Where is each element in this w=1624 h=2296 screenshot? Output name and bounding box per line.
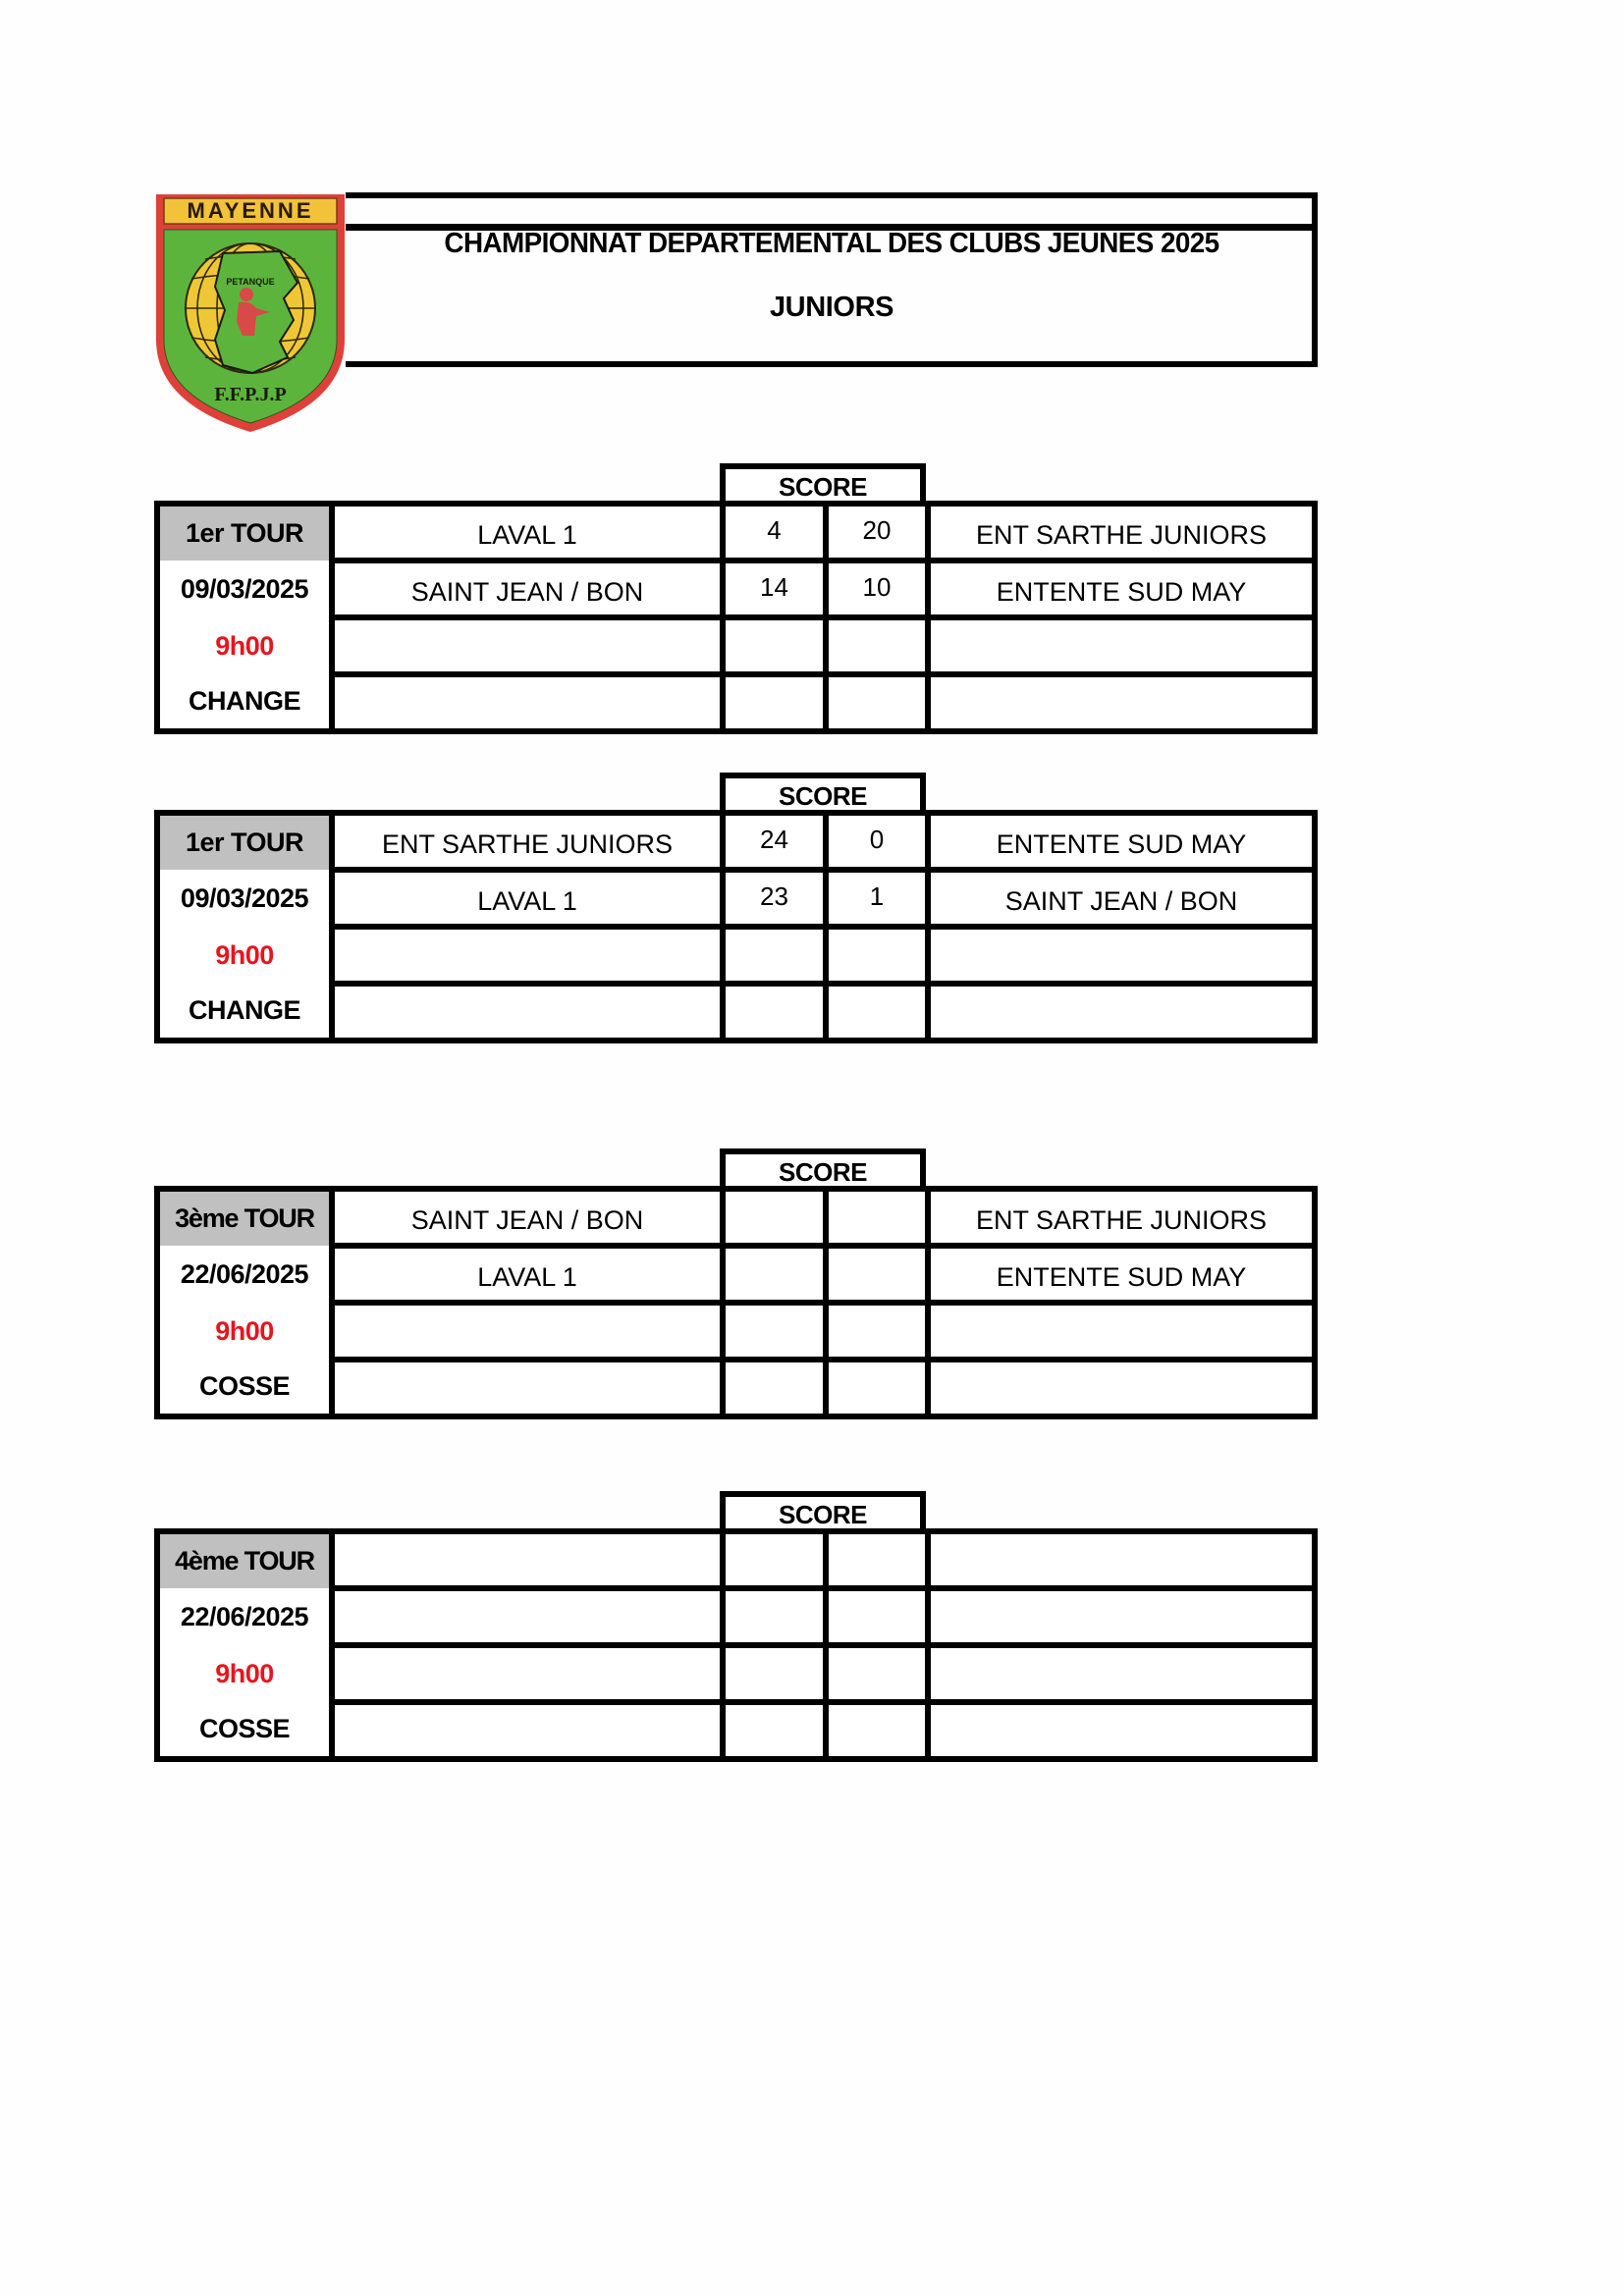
round-table — [154, 501, 1318, 716]
away-team — [928, 984, 1315, 1041]
match-time: 9h00 — [157, 1645, 332, 1702]
home-team: LAVAL 1 — [332, 1246, 723, 1303]
tour-label: 4ème TOUR — [157, 1531, 332, 1588]
home-team — [332, 1702, 723, 1759]
home-score — [723, 1645, 826, 1702]
away-team: SAINT JEAN / BON — [928, 870, 1315, 927]
away-team — [928, 1531, 1315, 1588]
tour-label: 1er TOUR — [157, 504, 332, 561]
match-date: 22/06/2025 — [157, 1588, 332, 1645]
home-score — [723, 617, 826, 674]
away-score — [826, 1360, 928, 1416]
home-team: LAVAL 1 — [332, 504, 723, 561]
away-score: 10 — [826, 561, 928, 617]
home-team: SAINT JEAN / BON — [332, 1189, 723, 1246]
away-score — [826, 927, 928, 984]
home-score: 24 — [723, 813, 826, 870]
away-team — [928, 674, 1315, 731]
away-team — [928, 927, 1315, 984]
table-row — [157, 1702, 1315, 1759]
score-header: SCORE — [720, 773, 926, 814]
table-row — [157, 1189, 1315, 1246]
match-date: 22/06/2025 — [157, 1246, 332, 1303]
away-score — [826, 1645, 928, 1702]
table-row — [157, 561, 1315, 617]
venue: CHANGE — [157, 984, 332, 1041]
home-score — [723, 984, 826, 1041]
home-score — [723, 1702, 826, 1759]
home-score — [723, 1303, 826, 1360]
mayenne-petanque-logo — [154, 192, 347, 434]
document-header — [346, 192, 1318, 367]
score-header: SCORE — [720, 1491, 926, 1532]
venue: COSSE — [157, 1360, 332, 1416]
tour-label: 3ème TOUR — [157, 1189, 332, 1246]
home-team: LAVAL 1 — [332, 870, 723, 927]
home-team — [332, 674, 723, 731]
table-row — [157, 984, 1315, 1041]
table-row — [157, 674, 1315, 731]
round-table — [154, 810, 1318, 1025]
away-team: ENTENTE SUD MAY — [928, 1246, 1315, 1303]
home-score — [723, 1189, 826, 1246]
svg-text:F.F.P.J.P: F.F.P.J.P — [214, 384, 287, 405]
table-row — [157, 870, 1315, 927]
match-time: 9h00 — [157, 617, 332, 674]
table-row — [157, 1303, 1315, 1360]
away-score — [826, 1702, 928, 1759]
home-team — [332, 1303, 723, 1360]
round-table — [154, 1528, 1318, 1743]
away-score — [826, 1303, 928, 1360]
home-score — [723, 674, 826, 731]
away-team: ENTENTE SUD MAY — [928, 561, 1315, 617]
match-date: 09/03/2025 — [157, 561, 332, 617]
round-table — [154, 1186, 1318, 1401]
header-border — [1312, 192, 1318, 367]
away-score — [826, 1246, 928, 1303]
home-score — [723, 1588, 826, 1645]
home-score — [723, 1360, 826, 1416]
home-team — [332, 1360, 723, 1416]
match-time: 9h00 — [157, 927, 332, 984]
header-divider — [346, 192, 1318, 198]
home-score — [723, 927, 826, 984]
home-team — [332, 1588, 723, 1645]
page-title: CHAMPIONNAT DEPARTEMENTAL DES CLUBS JEUNES 2025 — [444, 228, 1219, 259]
away-score — [826, 1588, 928, 1645]
table-row — [157, 927, 1315, 984]
table-row — [157, 1588, 1315, 1645]
away-team — [928, 1702, 1315, 1759]
score-header: SCORE — [720, 463, 926, 505]
away-score: 1 — [826, 870, 928, 927]
header-divider — [346, 361, 1318, 367]
away-score: 20 — [826, 504, 928, 561]
category-subtitle: JUNIORS — [769, 292, 894, 323]
table-row — [157, 1246, 1315, 1303]
home-score: 23 — [723, 870, 826, 927]
home-team — [332, 984, 723, 1041]
away-team — [928, 1588, 1315, 1645]
table-row — [157, 1531, 1315, 1588]
svg-text:PETANQUE: PETANQUE — [226, 277, 275, 287]
away-score — [826, 1189, 928, 1246]
venue: CHANGE — [157, 674, 332, 731]
home-score: 4 — [723, 504, 826, 561]
away-team — [928, 617, 1315, 674]
score-header: SCORE — [720, 1148, 926, 1190]
table-row — [157, 1360, 1315, 1416]
home-team: ENT SARTHE JUNIORS — [332, 813, 723, 870]
match-date: 09/03/2025 — [157, 870, 332, 927]
home-score — [723, 1246, 826, 1303]
away-score — [826, 674, 928, 731]
away-team — [928, 1360, 1315, 1416]
shield-icon — [154, 192, 347, 434]
away-team: ENTENTE SUD MAY — [928, 813, 1315, 870]
home-score — [723, 1531, 826, 1588]
away-score: 0 — [826, 813, 928, 870]
away-score — [826, 617, 928, 674]
away-score — [826, 1531, 928, 1588]
away-team: ENT SARTHE JUNIORS — [928, 1189, 1315, 1246]
home-team — [332, 1645, 723, 1702]
home-team: SAINT JEAN / BON — [332, 561, 723, 617]
table-row — [157, 504, 1315, 561]
table-row — [157, 1645, 1315, 1702]
home-score: 14 — [723, 561, 826, 617]
svg-text:MAYENNE: MAYENNE — [187, 198, 314, 223]
away-team — [928, 1645, 1315, 1702]
home-team — [332, 927, 723, 984]
home-team — [332, 617, 723, 674]
tour-label: 1er TOUR — [157, 813, 332, 870]
away-score — [826, 984, 928, 1041]
table-row — [157, 813, 1315, 870]
away-team: ENT SARTHE JUNIORS — [928, 504, 1315, 561]
home-team — [332, 1531, 723, 1588]
venue: COSSE — [157, 1702, 332, 1759]
match-time: 9h00 — [157, 1303, 332, 1360]
table-row — [157, 617, 1315, 674]
away-team — [928, 1303, 1315, 1360]
